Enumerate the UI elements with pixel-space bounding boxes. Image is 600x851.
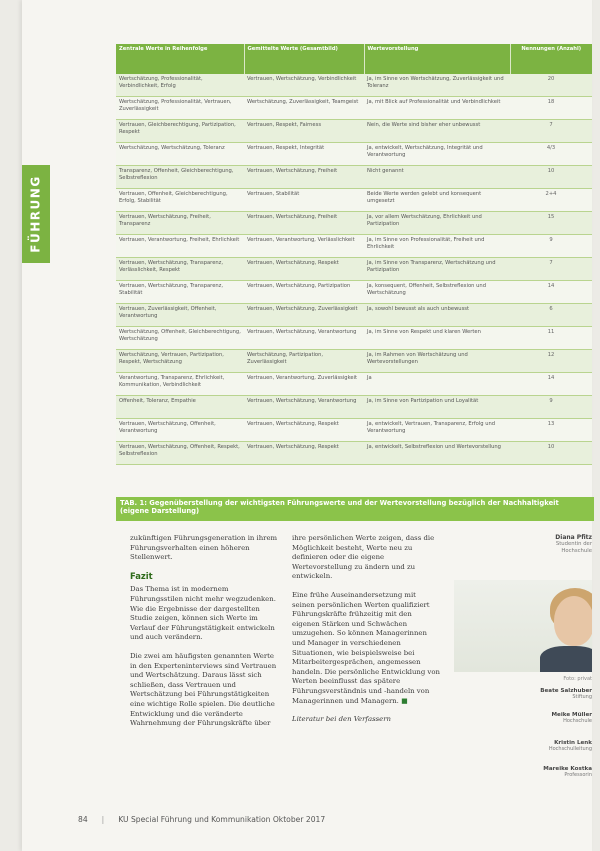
end-mark-icon: ■ <box>401 696 408 705</box>
cell-central-values: Wertschätzung, Professionalität, Verbindlichkeit, Erfolg <box>116 74 244 97</box>
cell-central-values: Vertrauen, Wertschätzung, Transparenz, Stabilität <box>116 281 244 304</box>
section-tab <box>22 165 50 263</box>
cell-averaged-values: Vertrauen, Verantwortung, Verlässlichkeit <box>244 235 364 258</box>
cell-central-values: Wertschätzung, Offenheit, Gleichberechtigung, Wertschätzung <box>116 327 244 350</box>
author-photo <box>454 580 592 672</box>
cell-value-perception: Nicht genannt <box>364 166 510 189</box>
contact-name: Mareike Kostka <box>543 766 592 772</box>
cell-mentions: 7 <box>510 258 592 281</box>
cell-mentions: 14 <box>510 281 592 304</box>
header-central-values: Zentrale Werte in Reihenfolge <box>116 44 244 74</box>
footer-separator: | <box>101 815 105 824</box>
cell-value-perception: Ja, im Sinne von Partizipation und Loyalität <box>364 396 510 419</box>
table-row <box>116 97 592 120</box>
cell-value-perception: Ja, vor allem Wertschätzung, Ehrlichkeit und Partizipation <box>364 212 510 235</box>
table-row <box>116 304 592 327</box>
cell-mentions: 14 <box>510 373 592 396</box>
table-row <box>116 442 592 465</box>
section-heading: Fazit <box>130 570 153 581</box>
table-row <box>116 189 592 212</box>
cell-averaged-values: Vertrauen, Wertschätzung, Verantwortung <box>244 396 364 419</box>
cell-averaged-values: Vertrauen, Wertschätzung, Partizipation <box>244 281 364 304</box>
cell-value-perception: Ja, sowohl bewusst als auch unbewusst <box>364 304 510 327</box>
section-tab-label: FÜHRUNG <box>29 175 43 253</box>
table-row <box>116 143 592 166</box>
cell-averaged-values: Vertrauen, Wertschätzung, Verbindlichkeit <box>244 74 364 97</box>
cell-averaged-values: Vertrauen, Respekt, Fairness <box>244 120 364 143</box>
cell-central-values: Vertrauen, Gleichberechtigung, Partizipation, Respekt <box>116 120 244 143</box>
cell-value-perception: Ja, im Sinne von Transparenz, Wertschätzung und Partizipation <box>364 258 510 281</box>
cell-value-perception: Ja, mit Blick auf Professionalität und Verbindlichkeit <box>364 97 510 120</box>
paragraph <box>292 591 440 706</box>
table-row <box>116 74 592 97</box>
table-row <box>116 396 592 419</box>
contact-role: Stiftung <box>572 694 592 700</box>
cell-mentions: 6 <box>510 304 592 327</box>
table-row <box>116 419 592 442</box>
paragraph: ihre persönlichen Werte zeigen, dass die Möglichkeit besteht, Werte neu zu definieren oder die eigene Wertevorstellung zu ändern und zu entwickeln. <box>292 534 435 581</box>
table-row <box>116 373 592 396</box>
page-footer <box>78 815 498 824</box>
cell-mentions: 2+4 <box>510 189 592 212</box>
cell-central-values: Offenheit, Toleranz, Empathie <box>116 396 244 419</box>
cell-mentions: 9 <box>510 396 592 419</box>
page-number: 84 <box>78 815 88 824</box>
photo-credit: Foto: privat <box>563 676 592 682</box>
cell-mentions: 15 <box>510 212 592 235</box>
contact-name: Kristin Lenk <box>554 740 592 746</box>
cell-central-values: Transparenz, Offenheit, Gleichberechtigung, Selbstreflexion <box>116 166 244 189</box>
cell-mentions: 11 <box>510 327 592 350</box>
table-caption: TAB. 1: Gegenüberstellung der wichtigsten Führungswerte und der Wertevorstellung bezüglich der Nachhaltigkeit (eigene Darstellung) <box>116 497 594 521</box>
cell-central-values: Vertrauen, Verantwortung, Freiheit, Ehrlichkeit <box>116 235 244 258</box>
cell-value-perception: Ja, entwickelt, Wertschätzung, Integrität und Verantwortung <box>364 143 510 166</box>
cell-averaged-values: Vertrauen, Wertschätzung, Respekt <box>244 442 364 465</box>
cell-value-perception: Ja <box>364 373 510 396</box>
table-row <box>116 212 592 235</box>
cell-value-perception: Ja, im Sinne von Professionalität, Freiheit und Ehrlichkeit <box>364 235 510 258</box>
cell-averaged-values: Vertrauen, Respekt, Integrität <box>244 143 364 166</box>
magazine-page <box>22 0 592 851</box>
literature-note: Literatur bei den Verfassern <box>292 715 391 724</box>
cell-value-perception: Ja, im Sinne von Respekt und klaren Werten <box>364 327 510 350</box>
contact-entry <box>492 712 592 724</box>
contact-name: Beate Salzhuber <box>540 688 592 694</box>
contact-name: Meike Müller <box>551 712 592 718</box>
cell-mentions: 10 <box>510 166 592 189</box>
cell-mentions: 9 <box>510 235 592 258</box>
cell-averaged-values: Vertrauen, Verantwortung, Zuverlässigkeit <box>244 373 364 396</box>
contact-role: Hochschulleitung <box>548 746 592 752</box>
cell-averaged-values: Wertschätzung, Zuverlässigkeit, Teamgeist <box>244 97 364 120</box>
cell-central-values: Vertrauen, Wertschätzung, Offenheit, Respekt, Selbstreflexion <box>116 442 244 465</box>
cell-value-perception: Beide Werte werden gelebt und konsequent umgesetzt <box>364 189 510 212</box>
values-table-container <box>116 44 592 465</box>
cell-value-perception: Ja, konsequent, Offenheit, Selbstreflexion und Wertschätzung <box>364 281 510 304</box>
table-row <box>116 120 592 143</box>
table-row <box>116 258 592 281</box>
paragraph: zukünftigen Führungsgeneration in ihrem Führungsverhalten einen höheren Stellenwert. <box>130 534 278 562</box>
paragraph: Das Thema ist in modernem Führungsstilen nicht mehr wegzudenken. Wie die Ergebnisse der dargestellten Studie zeigen, können sich Werte im Verlauf der Führungstätigkeit entwickeln und auch verändern. <box>130 585 276 642</box>
header-mentions: Nennungen (Anzahl) <box>510 44 592 74</box>
contact-entry <box>492 688 592 700</box>
contact-role: Hochschule <box>563 718 592 724</box>
paragraph-text: Eine frühe Auseinandersetzung mit seinen persönlichen Werten qualifiziert Führungskräfte frühzeitig mit den eigenen Stärken und Schwächen umzugehen. So können Managerinnen und Manager in verschiedenen Situationen, wie beispielsweise bei Mitarbeitergesprächen, angemessen handeln. Die persönliche Entwicklung von Werten beeinflusst das spätere Führungsverständnis und -handeln von Managerinnen und Managern. <box>292 590 440 705</box>
table-row <box>116 235 592 258</box>
photo-shoulders <box>540 646 592 672</box>
cell-central-values: Vertrauen, Wertschätzung, Transparenz, Verlässlichkeit, Respekt <box>116 258 244 281</box>
cell-averaged-values: Vertrauen, Wertschätzung, Freiheit <box>244 212 364 235</box>
table-header-row <box>116 44 592 74</box>
cell-central-values: Wertschätzung, Professionalität, Vertrauen, Zuverlässigkeit <box>116 97 244 120</box>
cell-central-values: Vertrauen, Zuverlässigkeit, Offenheit, Verantwortung <box>116 304 244 327</box>
author-role: Studentin der <box>555 541 592 547</box>
table-row <box>116 281 592 304</box>
cell-averaged-values: Vertrauen, Wertschätzung, Respekt <box>244 258 364 281</box>
contact-entry <box>492 740 592 752</box>
values-table <box>116 44 592 465</box>
cell-central-values: Wertschätzung, Vertrauen, Partizipation, Respekt, Wertschätzung <box>116 350 244 373</box>
cell-averaged-values: Vertrauen, Wertschätzung, Verantwortung <box>244 327 364 350</box>
header-averaged-values: Gemittelte Werte (Gesamtbild) <box>244 44 364 74</box>
cell-averaged-values: Vertrauen, Stabilität <box>244 189 364 212</box>
contact-role: Professorin <box>564 772 592 778</box>
table-row <box>116 327 592 350</box>
contact-entry <box>492 766 592 778</box>
cell-mentions: 18 <box>510 97 592 120</box>
text-column-middle <box>292 534 440 734</box>
table-row <box>116 350 592 373</box>
header-value-perception: Wertevorstellung <box>364 44 510 74</box>
cell-value-perception: Ja, im Sinne von Wertschätzung, Zuverlässigkeit und Toleranz <box>364 74 510 97</box>
text-column-left <box>130 534 280 738</box>
author-role: Hochschule <box>561 547 592 554</box>
cell-mentions: 10 <box>510 442 592 465</box>
paragraph: Die zwei am häufigsten genannten Werte in den Experteninterviews sind Vertrauen und Wertschätzung. Daraus lässt sich schließen, dass Vertrauen und Wertschätzung bei Führungstätigkeiten eine wichtige Rolle spielen. Die deutliche Entwicklung und die veränderte Wahrnehmung der Führungskräfte über <box>130 651 277 728</box>
table-row <box>116 166 592 189</box>
cell-value-perception: Ja, im Rahmen von Wertschätzung und Wertevorstellungen <box>364 350 510 373</box>
cell-averaged-values: Vertrauen, Wertschätzung, Respekt <box>244 419 364 442</box>
cell-central-values: Verantwortung, Transparenz, Ehrlichkeit, Kommunikation, Verbindlichkeit <box>116 373 244 396</box>
cell-mentions: 13 <box>510 419 592 442</box>
cell-averaged-values: Wertschätzung, Partizipation, Zuverlässigkeit <box>244 350 364 373</box>
cell-averaged-values: Vertrauen, Wertschätzung, Zuverlässigkeit <box>244 304 364 327</box>
author-block <box>452 534 592 554</box>
cell-value-perception: Ja, entwickelt, Selbstreflexion und Wertevorstellung <box>364 442 510 465</box>
publication-title: KU Special Führung und Kommunikation Oktober 2017 <box>118 815 326 824</box>
cell-mentions: 12 <box>510 350 592 373</box>
photo-face <box>554 596 592 646</box>
cell-central-values: Vertrauen, Wertschätzung, Freiheit, Transparenz <box>116 212 244 235</box>
cell-central-values: Vertrauen, Offenheit, Gleichberechtigung, Erfolg, Stabilität <box>116 189 244 212</box>
cell-mentions: 4/3 <box>510 143 592 166</box>
cell-value-perception: Ja, entwickelt, Vertrauen, Transparenz, Erfolg und Verantwortung <box>364 419 510 442</box>
cell-central-values: Vertrauen, Wertschätzung, Offenheit, Verantwortung <box>116 419 244 442</box>
cell-central-values: Wertschätzung, Wertschätzung, Toleranz <box>116 143 244 166</box>
cell-averaged-values: Vertrauen, Wertschätzung, Freiheit <box>244 166 364 189</box>
author-name: Diana Pfitz <box>555 534 592 541</box>
cell-value-perception: Nein, die Werte sind bisher eher unbewusst <box>364 120 510 143</box>
cell-mentions: 20 <box>510 74 592 97</box>
cell-mentions: 7 <box>510 120 592 143</box>
